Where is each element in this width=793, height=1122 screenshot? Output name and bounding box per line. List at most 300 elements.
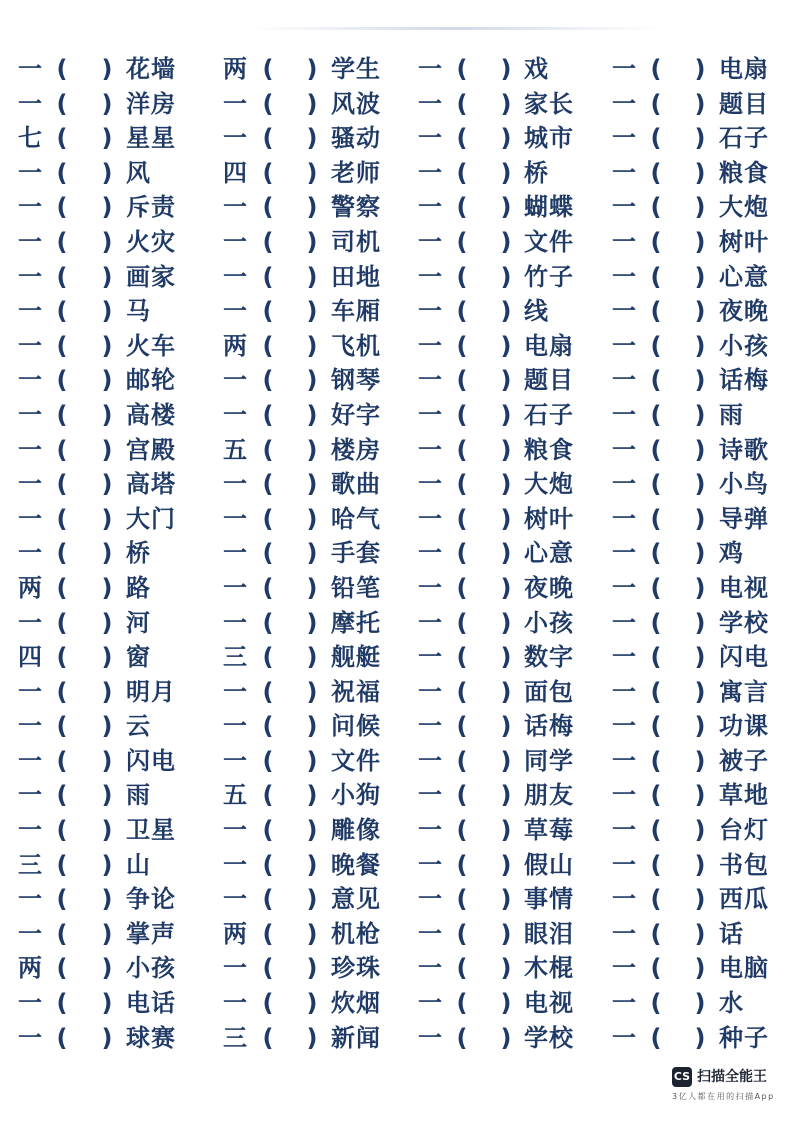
close-paren: ) [101,400,113,429]
noun-word: 台灯 [719,816,769,845]
noun-word: 事情 [524,885,574,914]
quantity-number: 一 [612,919,636,948]
close-paren: ) [101,989,113,1018]
open-paren: ( [262,331,274,360]
close-paren: ) [101,712,113,741]
quantity-number: 一 [418,504,442,533]
close-paren: ) [306,989,318,1018]
open-paren: ( [456,400,468,429]
quantity-number: 一 [612,193,636,222]
close-paren: ) [500,989,512,1018]
noun-word: 山 [126,850,151,879]
worksheet-row [0,640,793,675]
quantity-number: 一 [418,297,442,326]
close-paren: ) [694,643,706,672]
close-paren: ) [500,297,512,326]
quantity-number: 一 [612,1023,636,1052]
close-paren: ) [306,573,318,602]
close-paren: ) [306,55,318,83]
close-paren: ) [694,193,706,222]
quantity-number: 四 [223,158,247,187]
open-paren: ( [56,1023,68,1052]
open-paren: ( [650,677,662,706]
noun-word: 小鸟 [719,470,769,499]
open-paren: ( [56,193,68,222]
open-paren: ( [456,193,468,222]
noun-word: 手套 [331,539,381,568]
quantity-number: 一 [612,297,636,326]
worksheet-row [0,675,793,710]
open-paren: ( [262,435,274,464]
close-paren: ) [306,608,318,637]
worksheet-row [0,121,793,156]
noun-word: 朋友 [524,781,574,810]
worksheet-row [0,536,793,571]
open-paren: ( [456,850,468,879]
noun-word: 竹子 [524,262,574,291]
close-paren: ) [101,954,113,983]
noun-word: 面包 [524,677,574,706]
noun-word: 花墙 [126,55,176,83]
quantity-number: 一 [223,677,247,706]
close-paren: ) [306,124,318,153]
quantity-number: 一 [223,89,247,118]
quantity-number: 一 [18,1023,42,1052]
quantity-number: 一 [418,89,442,118]
noun-word: 寓言 [719,677,769,706]
worksheet-row [0,260,793,295]
quantity-number: 一 [18,227,42,256]
close-paren: ) [306,400,318,429]
open-paren: ( [56,297,68,326]
close-paren: ) [500,816,512,845]
quantity-number: 一 [18,989,42,1018]
close-paren: ) [500,677,512,706]
open-paren: ( [56,331,68,360]
noun-word: 高塔 [126,470,176,499]
noun-word: 风波 [331,89,381,118]
close-paren: ) [306,954,318,983]
close-paren: ) [500,470,512,499]
close-paren: ) [500,55,512,83]
open-paren: ( [456,573,468,602]
close-paren: ) [694,954,706,983]
quantity-number: 一 [612,746,636,775]
noun-word: 云 [126,712,151,741]
close-paren: ) [694,400,706,429]
open-paren: ( [456,816,468,845]
open-paren: ( [262,193,274,222]
open-paren: ( [262,124,274,153]
open-paren: ( [262,573,274,602]
noun-word: 草地 [719,781,769,810]
noun-word: 小孩 [719,331,769,360]
noun-word: 草莓 [524,816,574,845]
open-paren: ( [56,539,68,568]
close-paren: ) [500,1023,512,1052]
quantity-number: 一 [18,262,42,291]
open-paren: ( [56,850,68,879]
close-paren: ) [694,850,706,879]
quantity-number: 一 [612,55,636,83]
worksheet-row [0,951,793,986]
close-paren: ) [101,470,113,499]
close-paren: ) [306,816,318,845]
quantity-number: 一 [223,954,247,983]
noun-word: 宫殿 [126,435,176,464]
noun-word: 木棍 [524,954,574,983]
open-paren: ( [56,400,68,429]
close-paren: ) [101,781,113,810]
open-paren: ( [56,89,68,118]
open-paren: ( [650,608,662,637]
open-paren: ( [650,643,662,672]
close-paren: ) [101,1023,113,1052]
close-paren: ) [101,504,113,533]
open-paren: ( [56,885,68,914]
close-paren: ) [500,400,512,429]
close-paren: ) [500,746,512,775]
noun-word: 老师 [331,158,381,187]
quantity-number: 一 [223,608,247,637]
noun-word: 雨 [126,781,151,810]
open-paren: ( [262,643,274,672]
noun-word: 掌声 [126,919,176,948]
open-paren: ( [456,158,468,187]
open-paren: ( [456,262,468,291]
quantity-number: 一 [418,816,442,845]
noun-word: 学校 [719,608,769,637]
noun-word: 司机 [331,227,381,256]
quantity-number: 一 [418,158,442,187]
close-paren: ) [101,227,113,256]
close-paren: ) [101,919,113,948]
worksheet-row [0,52,793,87]
close-paren: ) [500,193,512,222]
quantity-number: 一 [418,781,442,810]
quantity-number: 两 [223,919,247,948]
noun-word: 学生 [331,55,381,83]
noun-word: 球赛 [126,1023,176,1052]
quantity-number: 一 [418,55,442,83]
open-paren: ( [262,954,274,983]
noun-word: 炊烟 [331,989,381,1018]
close-paren: ) [500,885,512,914]
open-paren: ( [262,677,274,706]
worksheet-row [0,917,793,952]
worksheet-row [0,87,793,122]
quantity-number: 一 [418,435,442,464]
quantity-number: 两 [18,573,42,602]
open-paren: ( [262,400,274,429]
close-paren: ) [694,677,706,706]
quantity-number: 一 [223,850,247,879]
open-paren: ( [262,608,274,637]
close-paren: ) [306,746,318,775]
close-paren: ) [694,816,706,845]
open-paren: ( [456,608,468,637]
close-paren: ) [101,850,113,879]
close-paren: ) [101,435,113,464]
open-paren: ( [262,504,274,533]
noun-word: 马 [126,297,151,326]
quantity-number: 一 [223,989,247,1018]
noun-word: 火灾 [126,227,176,256]
open-paren: ( [650,573,662,602]
noun-word: 歌曲 [331,470,381,499]
open-paren: ( [650,781,662,810]
quantity-number: 一 [612,643,636,672]
close-paren: ) [101,262,113,291]
close-paren: ) [306,643,318,672]
quantity-number: 一 [223,193,247,222]
noun-word: 西瓜 [719,885,769,914]
noun-word: 星星 [126,124,176,153]
noun-word: 闪电 [719,643,769,672]
quantity-number: 一 [612,885,636,914]
noun-word: 问候 [331,712,381,741]
quantity-number: 一 [18,158,42,187]
close-paren: ) [694,262,706,291]
open-paren: ( [56,989,68,1018]
noun-word: 画家 [126,262,176,291]
quantity-number: 七 [18,124,42,153]
quantity-number: 两 [223,331,247,360]
close-paren: ) [694,435,706,464]
noun-word: 哈气 [331,504,381,533]
quantity-number: 一 [223,400,247,429]
open-paren: ( [262,1023,274,1052]
noun-word: 路 [126,573,151,602]
quantity-number: 一 [612,89,636,118]
noun-word: 车厢 [331,297,381,326]
close-paren: ) [306,850,318,879]
close-paren: ) [101,193,113,222]
quantity-number: 一 [18,331,42,360]
noun-word: 心意 [524,539,574,568]
close-paren: ) [101,158,113,187]
quantity-number: 一 [418,850,442,879]
noun-word: 水 [719,989,744,1018]
quantity-number: 一 [18,55,42,83]
open-paren: ( [262,746,274,775]
close-paren: ) [500,366,512,395]
open-paren: ( [56,55,68,83]
noun-word: 假山 [524,850,574,879]
open-paren: ( [456,954,468,983]
noun-word: 雨 [719,400,744,429]
scan-artifact-line [250,27,660,30]
quantity-number: 一 [612,608,636,637]
open-paren: ( [56,573,68,602]
quantity-number: 一 [18,435,42,464]
noun-word: 鸡 [719,539,744,568]
quantity-number: 三 [223,643,247,672]
close-paren: ) [101,677,113,706]
open-paren: ( [56,124,68,153]
worksheet-row [0,190,793,225]
quantity-number: 一 [418,643,442,672]
noun-word: 楼房 [331,435,381,464]
quantity-number: 一 [418,608,442,637]
open-paren: ( [262,850,274,879]
noun-word: 大炮 [719,193,769,222]
quantity-number: 一 [18,539,42,568]
quantity-number: 一 [418,919,442,948]
noun-word: 闪电 [126,746,176,775]
noun-word: 田地 [331,262,381,291]
open-paren: ( [56,366,68,395]
noun-word: 家长 [524,89,574,118]
quantity-number: 一 [418,227,442,256]
close-paren: ) [306,539,318,568]
noun-word: 明月 [126,677,176,706]
open-paren: ( [262,816,274,845]
open-paren: ( [456,919,468,948]
close-paren: ) [694,885,706,914]
quantity-number: 一 [223,539,247,568]
noun-word: 线 [524,297,549,326]
close-paren: ) [694,297,706,326]
noun-word: 树叶 [524,504,574,533]
quantity-number: 一 [18,470,42,499]
quantity-number: 一 [223,573,247,602]
noun-word: 机枪 [331,919,381,948]
quantity-number: 五 [223,435,247,464]
noun-word: 意见 [331,885,381,914]
close-paren: ) [306,227,318,256]
close-paren: ) [694,712,706,741]
quantity-number: 一 [18,746,42,775]
quantity-number: 一 [418,573,442,602]
noun-word: 桥 [524,158,549,187]
close-paren: ) [101,608,113,637]
open-paren: ( [56,677,68,706]
open-paren: ( [650,262,662,291]
quantity-number: 三 [223,1023,247,1052]
worksheet-row [0,571,793,606]
close-paren: ) [694,919,706,948]
open-paren: ( [650,816,662,845]
close-paren: ) [101,746,113,775]
quantity-number: 一 [18,781,42,810]
noun-word: 好字 [331,400,381,429]
open-paren: ( [456,470,468,499]
noun-word: 大炮 [524,470,574,499]
worksheet-row [0,502,793,537]
quantity-number: 一 [612,400,636,429]
noun-word: 新闻 [331,1023,381,1052]
noun-word: 邮轮 [126,366,176,395]
worksheet-row [0,813,793,848]
close-paren: ) [694,539,706,568]
close-paren: ) [306,919,318,948]
open-paren: ( [456,297,468,326]
noun-word: 粮食 [719,158,769,187]
noun-word: 电视 [719,573,769,602]
quantity-number: 一 [418,331,442,360]
noun-word: 卫星 [126,816,176,845]
open-paren: ( [56,919,68,948]
worksheet-row [0,882,793,917]
open-paren: ( [262,470,274,499]
open-paren: ( [262,539,274,568]
noun-word: 桥 [126,539,151,568]
close-paren: ) [306,366,318,395]
noun-word: 蝴蝶 [524,193,574,222]
close-paren: ) [500,539,512,568]
open-paren: ( [456,124,468,153]
noun-word: 祝福 [331,677,381,706]
quantity-number: 一 [18,608,42,637]
open-paren: ( [56,816,68,845]
noun-word: 警察 [331,193,381,222]
open-paren: ( [650,193,662,222]
noun-word: 数字 [524,643,574,672]
noun-word: 电视 [524,989,574,1018]
quantity-number: 一 [18,919,42,948]
open-paren: ( [262,366,274,395]
noun-word: 争论 [126,885,176,914]
quantity-number: 一 [418,954,442,983]
cs-logo-icon: CS [672,1067,692,1087]
close-paren: ) [306,470,318,499]
quantity-number: 一 [18,297,42,326]
open-paren: ( [56,643,68,672]
worksheet-row [0,156,793,191]
close-paren: ) [101,89,113,118]
open-paren: ( [262,885,274,914]
noun-word: 书包 [719,850,769,879]
close-paren: ) [500,643,512,672]
noun-word: 电话 [126,989,176,1018]
quantity-number: 一 [18,193,42,222]
open-paren: ( [56,262,68,291]
quantity-number: 一 [18,366,42,395]
noun-word: 种子 [719,1023,769,1052]
noun-word: 诗歌 [719,435,769,464]
close-paren: ) [306,262,318,291]
noun-word: 题目 [524,366,574,395]
noun-word: 城市 [524,124,574,153]
quantity-number: 一 [223,470,247,499]
quantity-number: 一 [223,746,247,775]
quantity-number: 一 [612,954,636,983]
noun-word: 戏 [524,55,549,83]
noun-word: 眼泪 [524,919,574,948]
open-paren: ( [650,435,662,464]
noun-word: 风 [126,158,151,187]
worksheet-row [0,606,793,641]
quantity-number: 一 [418,539,442,568]
worksheet-row [0,329,793,364]
noun-word: 摩托 [331,608,381,637]
open-paren: ( [456,643,468,672]
noun-word: 洋房 [126,89,176,118]
open-paren: ( [262,989,274,1018]
close-paren: ) [500,573,512,602]
quantity-number: 一 [612,262,636,291]
quantity-number: 一 [612,850,636,879]
open-paren: ( [650,297,662,326]
open-paren: ( [650,712,662,741]
open-paren: ( [56,470,68,499]
noun-word: 雕像 [331,816,381,845]
close-paren: ) [694,781,706,810]
open-paren: ( [262,55,274,83]
close-paren: ) [694,366,706,395]
close-paren: ) [306,193,318,222]
